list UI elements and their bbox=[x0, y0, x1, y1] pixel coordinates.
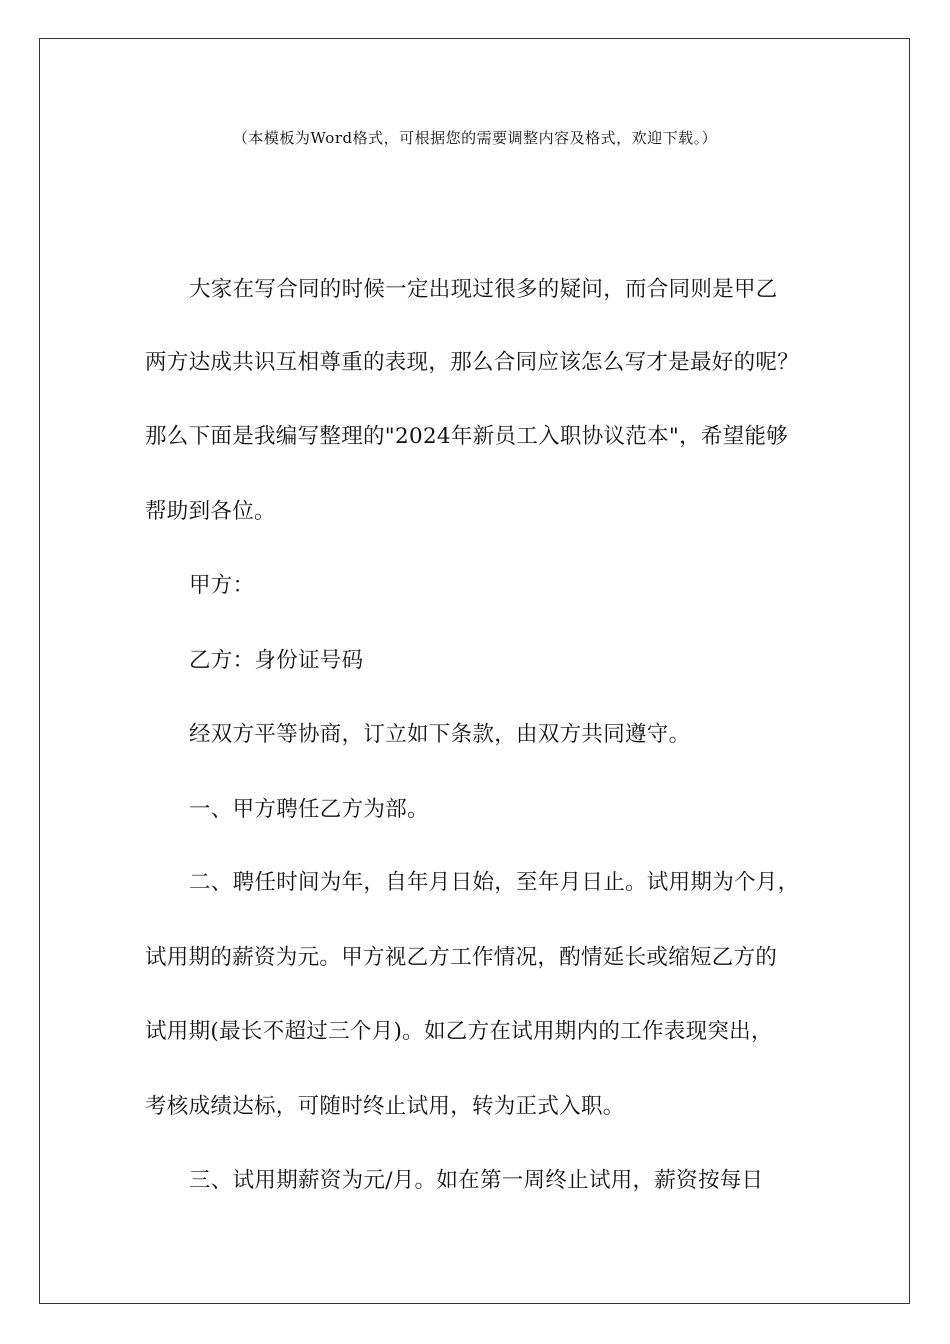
party-b-line: 乙方：身份证号码 bbox=[189, 648, 364, 673]
party-a-line: 甲方： bbox=[189, 573, 255, 598]
paragraph-line: 那么下面是我编写整理的"2024年新员工入职协议范本"，希望能够 bbox=[145, 424, 789, 449]
paragraph-line: 试用期的薪资为元。甲方视乙方工作情况，酌情延长或缩短乙方的 bbox=[145, 945, 778, 970]
paragraph-line: 两方达成共识互相尊重的表现，那么合同应该怎么写才是最好的呢？ bbox=[145, 350, 800, 375]
paragraph-line: 考核成绩达标，可随时终止试用，转为正式入职。 bbox=[145, 1094, 625, 1119]
paragraph-line: 大家在写合同的时候一定出现过很多的疑问，而合同则是甲乙 bbox=[189, 277, 778, 302]
template-note: （本模板为Word格式，可根据您的需要调整内容及格式，欢迎下载。） bbox=[232, 129, 718, 147]
clause-2-line: 二、聘任时间为年，自年月日始，至年月日止。试用期为个月， bbox=[189, 870, 800, 895]
clause-3-line: 三、试用期薪资为元/月。如在第一周终止试用，薪资按每日 bbox=[189, 1168, 764, 1193]
agreement-intro-line: 经双方平等协商，订立如下条款，由双方共同遵守。 bbox=[189, 722, 691, 747]
clause-1-line: 一、甲方聘任乙方为部。 bbox=[189, 797, 429, 822]
paragraph-line: 试用期(最长不超过三个月)。如乙方在试用期内的工作表现突出， bbox=[145, 1019, 773, 1044]
paragraph-line: 帮助到各位。 bbox=[145, 499, 276, 524]
